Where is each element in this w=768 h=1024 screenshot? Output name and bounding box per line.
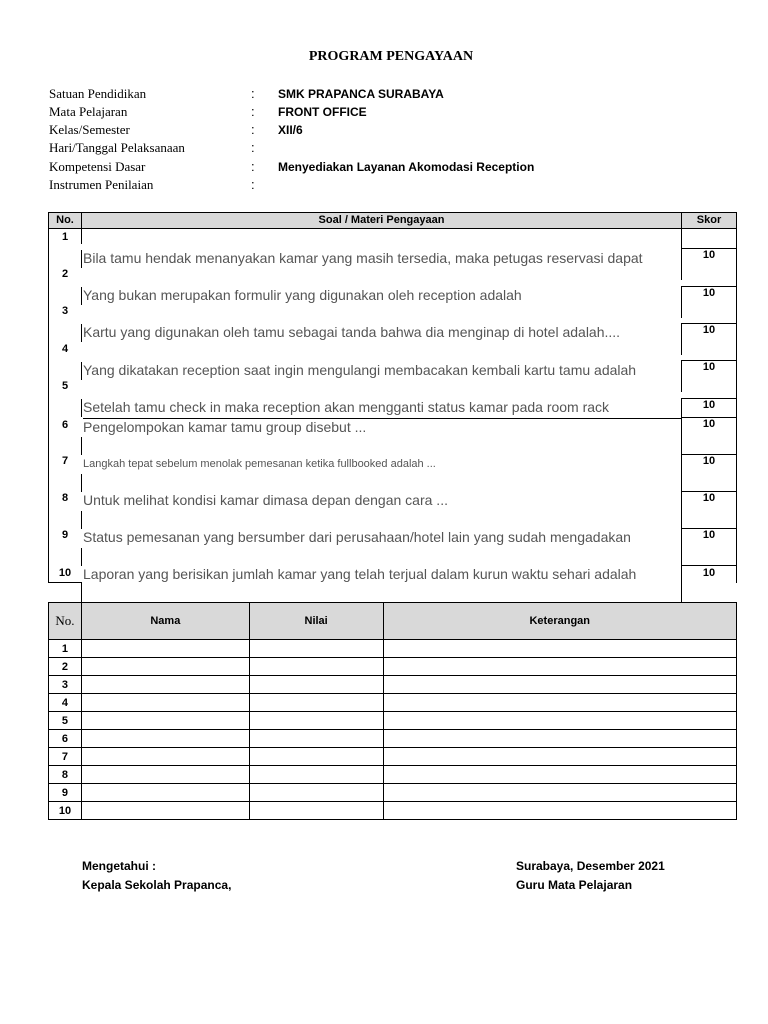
question-number: 5 <box>61 380 69 392</box>
table-row <box>49 748 737 766</box>
question-text: Yang dikatakan reception saat ingin mengulangi membacakan kembali kartu tamu adalah <box>83 362 637 378</box>
table-border <box>681 565 737 566</box>
table-row <box>49 640 737 658</box>
table-border <box>81 474 82 492</box>
question-number: 4 <box>61 343 69 355</box>
question-score: 10 <box>702 324 716 336</box>
question-text: Yang bukan merupakan formulir yang digunakan oleh reception adalah <box>83 287 522 303</box>
info-value: SMK PRAPANCA SURABAYA <box>278 87 444 101</box>
table-row <box>49 802 737 820</box>
info-label: Instrumen Penilaian <box>49 177 154 192</box>
row-number: 5 <box>49 712 82 730</box>
question-score: 10 <box>702 361 716 373</box>
question-text: Laporan yang berisikan jumlah kamar yang telah terjual dalam kurun waktu sehari adalah <box>83 566 637 582</box>
keterangan-cell[interactable] <box>383 748 736 766</box>
question-score: 10 <box>702 399 716 411</box>
question-score: 10 <box>702 418 716 430</box>
results-header-nama: Nama <box>81 603 249 640</box>
keterangan-cell[interactable] <box>383 640 736 658</box>
nilai-cell[interactable] <box>249 694 383 712</box>
table-border <box>81 324 82 342</box>
nilai-cell[interactable] <box>249 784 383 802</box>
info-colon: : <box>251 159 255 174</box>
table-border <box>81 399 82 417</box>
keterangan-cell[interactable] <box>383 766 736 784</box>
row-number: 7 <box>49 748 82 766</box>
question-number: 9 <box>61 529 69 541</box>
info-value: XII/6 <box>278 123 303 137</box>
info-label: Hari/Tanggal Pelaksanaan <box>49 140 185 155</box>
info-label: Satuan Pendidikan <box>49 86 147 101</box>
nilai-cell[interactable] <box>249 640 383 658</box>
table-row <box>49 766 737 784</box>
signature-left-line2: Kepala Sekolah Prapanca, <box>82 878 232 892</box>
info-colon: : <box>251 177 255 192</box>
nama-cell[interactable] <box>81 712 249 730</box>
nilai-cell[interactable] <box>249 730 383 748</box>
info-value: FRONT OFFICE <box>278 105 367 119</box>
info-colon: : <box>251 104 255 119</box>
nama-cell[interactable] <box>81 784 249 802</box>
table-row <box>49 658 737 676</box>
nama-cell[interactable] <box>81 640 249 658</box>
nilai-cell[interactable] <box>249 802 383 820</box>
results-table <box>48 602 737 820</box>
signature-right-line1: Surabaya, Desember 2021 <box>516 859 665 873</box>
question-score: 10 <box>702 287 716 299</box>
info-value: Menyediakan Layanan Akomodasi Reception <box>278 160 535 174</box>
info-colon: : <box>251 140 255 155</box>
nama-cell[interactable] <box>81 766 249 784</box>
question-score: 10 <box>702 455 716 467</box>
table-row <box>49 712 737 730</box>
row-number: 4 <box>49 694 82 712</box>
table-border <box>81 362 82 380</box>
nama-cell[interactable] <box>81 748 249 766</box>
table-row <box>49 676 737 694</box>
question-score: 10 <box>702 529 716 541</box>
question-number: 2 <box>61 268 69 280</box>
question-text: Bila tamu hendak menanyakan kamar yang masih tersedia, maka petugas reservasi dapat <box>83 250 643 266</box>
table-border <box>681 228 682 248</box>
keterangan-cell[interactable] <box>383 658 736 676</box>
table-border <box>81 548 82 566</box>
nilai-cell[interactable] <box>249 766 383 784</box>
signature-right-line2: Guru Mata Pelajaran <box>516 878 633 892</box>
keterangan-cell[interactable] <box>383 802 736 820</box>
info-label: Kelas/Semester <box>49 122 130 137</box>
row-number: 9 <box>49 784 82 802</box>
question-text: Kartu yang digunakan oleh tamu sebagai tanda bahwa dia menginap di hotel adalah.... <box>83 324 621 340</box>
header-soal: Soal / Materi Pengayaan <box>81 212 682 229</box>
row-number: 8 <box>49 766 82 784</box>
results-header-no: No. <box>49 603 82 640</box>
row-number: 10 <box>49 802 82 820</box>
question-text: Pengelompokan kamar tamu group disebut ... <box>83 419 367 435</box>
row-number: 6 <box>49 730 82 748</box>
question-number: 1 <box>61 231 69 243</box>
question-score: 10 <box>702 492 716 504</box>
row-number: 2 <box>49 658 82 676</box>
row-number: 3 <box>49 676 82 694</box>
results-header-row <box>49 603 737 640</box>
nama-cell[interactable] <box>81 694 249 712</box>
table-row <box>49 730 737 748</box>
table-border <box>736 228 737 583</box>
info-colon: : <box>251 122 255 137</box>
question-text: Setelah tamu check in maka reception akan mengganti status kamar pada room rack <box>83 399 610 415</box>
question-score: 10 <box>702 249 716 261</box>
table-border <box>81 511 82 529</box>
nilai-cell[interactable] <box>249 748 383 766</box>
nama-cell[interactable] <box>81 730 249 748</box>
row-number: 1 <box>49 640 82 658</box>
nama-cell[interactable] <box>81 802 249 820</box>
question-number: 10 <box>58 567 72 579</box>
keterangan-cell[interactable] <box>383 694 736 712</box>
signature-left-line1: Mengetahui : <box>82 859 156 873</box>
results-header-keterangan: Keterangan <box>383 603 736 640</box>
info-label: Kompetensi Dasar <box>49 159 146 174</box>
header-skor: Skor <box>681 212 737 229</box>
info-label: Mata Pelajaran <box>49 104 128 119</box>
table-border <box>81 228 82 244</box>
page-title: PROGRAM PENGAYAAN <box>308 49 474 64</box>
info-colon: : <box>251 86 255 101</box>
keterangan-cell[interactable] <box>383 730 736 748</box>
keterangan-cell[interactable] <box>383 712 736 730</box>
table-border <box>48 582 81 583</box>
keterangan-cell[interactable] <box>383 676 736 694</box>
question-text: Status pemesanan yang bersumber dari perusahaan/hotel lain yang sudah mengadakan <box>83 529 631 545</box>
nilai-cell[interactable] <box>249 676 383 694</box>
results-header-nilai: Nilai <box>249 603 383 640</box>
table-row <box>49 784 737 802</box>
nama-cell[interactable] <box>81 676 249 694</box>
question-text: Untuk melihat kondisi kamar dimasa depan dengan cara ... <box>83 492 448 508</box>
nilai-cell[interactable] <box>249 658 383 676</box>
keterangan-cell[interactable] <box>383 784 736 802</box>
question-number: 8 <box>61 492 69 504</box>
table-border <box>81 437 82 455</box>
table-border <box>81 250 82 268</box>
question-score: 10 <box>702 567 716 579</box>
question-text: Langkah tepat sebelum menolak pemesanan ketika fullbooked adalah ... <box>83 458 436 470</box>
question-number: 3 <box>61 305 69 317</box>
table-border <box>81 287 82 305</box>
header-no: No. <box>48 212 82 229</box>
nama-cell[interactable] <box>81 658 249 676</box>
table-row <box>49 694 737 712</box>
table-border <box>81 582 82 604</box>
nilai-cell[interactable] <box>249 712 383 730</box>
question-number: 6 <box>61 419 69 431</box>
question-number: 7 <box>61 455 69 467</box>
